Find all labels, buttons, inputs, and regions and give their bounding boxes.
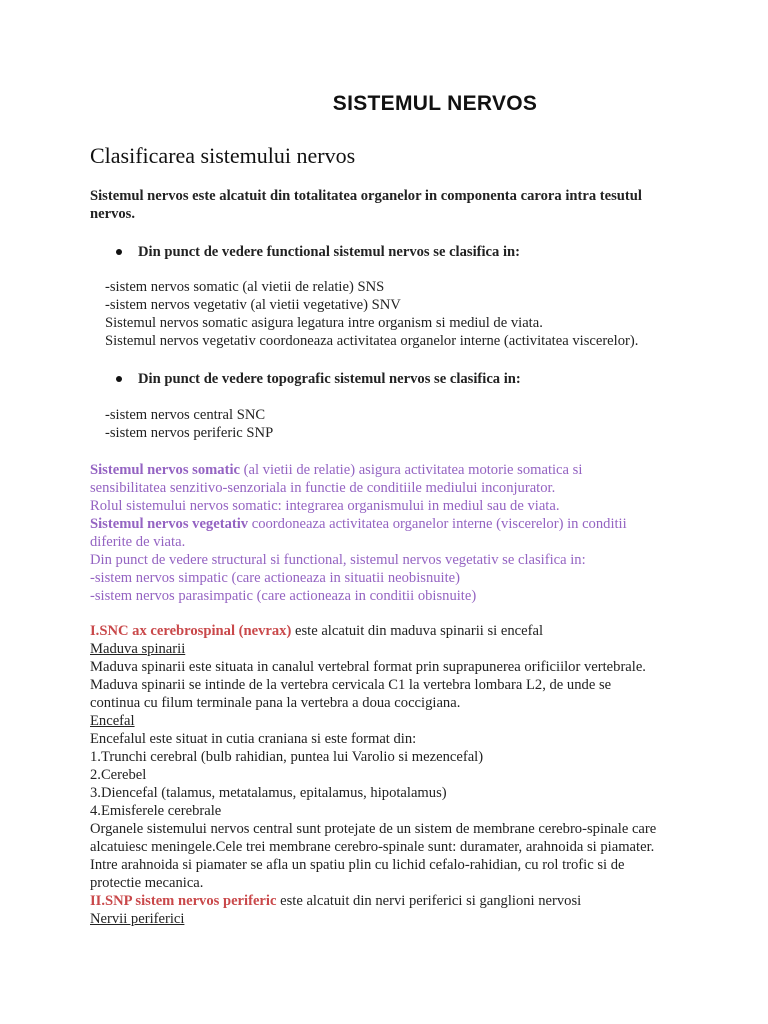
text-line: Maduva spinarii se intinde de la vertebra cervicala C1 la vertebra lombara L2, de unde se bbox=[90, 677, 612, 693]
document-title: SISTEMUL NERVOS bbox=[332, 92, 538, 115]
snc-section bbox=[90, 622, 710, 928]
text-span: este alcatuit din maduva spinarii si encefal bbox=[291, 623, 543, 639]
text-line: Sistemul nervos vegetativ coordoneaza activitatea organelor interne (activitatea viscerelor). bbox=[105, 333, 639, 349]
bullet-icon bbox=[116, 249, 122, 255]
text-span: este alcatuit din nervi periferici si ganglioni nervosi bbox=[276, 893, 582, 909]
purple-section bbox=[90, 461, 710, 605]
functional-list bbox=[90, 278, 710, 350]
text-line: 4.Emisferele cerebrale bbox=[90, 803, 222, 819]
text-line: -sistem nervos vegetativ (al vietii vegetative) SNV bbox=[105, 297, 401, 313]
text-line: nervos. bbox=[90, 206, 135, 222]
text-line: Sistemul nervos este alcatuit din totalitatea organelor in componenta carora intra tesutul bbox=[90, 188, 642, 204]
topographic-list bbox=[90, 406, 710, 442]
text-line: Intre arahnoida si piamater se afla un spatiu plin cu lichid cefalo-rahidian, cu rol trofic si de bbox=[90, 857, 625, 873]
text-line: diferite de viata. bbox=[90, 534, 186, 550]
bullet-topographic bbox=[90, 370, 521, 388]
text-line: protectie mecanica. bbox=[90, 875, 204, 891]
text-line: Maduva spinarii este situata in canalul vertebral format prin suprapunerea orificiilor vertebrale. bbox=[90, 659, 646, 675]
text-line: 2.Cerebel bbox=[90, 767, 147, 783]
text-line: -sistem nervos simpatic (care actioneaza in situatii neobisnuite) bbox=[90, 570, 460, 586]
subheading-maduva: Maduva spinarii bbox=[90, 641, 186, 657]
text-line: -sistem nervos central SNC bbox=[105, 407, 266, 423]
subheading-nervi: Nervii periferici bbox=[90, 911, 185, 927]
text-line: Rolul sistemului nervos somatic: integrarea organismului in mediul sau de viata. bbox=[90, 498, 560, 514]
text-line: alcatuiesc meningele.Cele trei membrane cerebro-spinale sunt: duramater, arahnoida si piamater. bbox=[90, 839, 655, 855]
text-line: Organele sistemului nervos central sunt protejate de un sistem de membrane cerebro-spinale care bbox=[90, 821, 657, 837]
text-line: -sistem nervos periferic SNP bbox=[105, 425, 274, 441]
bullet-icon bbox=[116, 376, 122, 382]
text-line: Encefalul este situat in cutia craniana si este format din: bbox=[90, 731, 417, 747]
subheading-encefal: Encefal bbox=[90, 713, 135, 729]
somatic-term: Sistemul nervos somatic bbox=[90, 462, 240, 478]
intro-paragraph bbox=[90, 187, 710, 223]
snp-heading: II.SNP sistem nervos periferic bbox=[90, 893, 277, 909]
text-line: 1.Trunchi cerebral (bulb rahidian, puntea lui Varolio si mezencefal) bbox=[90, 749, 484, 765]
text-line: -sistem nervos parasimpatic (care actioneaza in conditii obisnuite) bbox=[90, 588, 477, 604]
section-heading: Clasificarea sistemului nervos bbox=[90, 143, 356, 168]
text-line: Sistemul nervos somatic asigura legatura intre organism si mediul de viata. bbox=[105, 315, 543, 331]
text-span: coordoneaza activitatea organelor interne (viscerelor) in conditii bbox=[248, 516, 627, 532]
text-line: -sistem nervos somatic (al vietii de relatie) SNS bbox=[105, 279, 385, 295]
vegetativ-term: Sistemul nervos vegetativ bbox=[90, 516, 249, 532]
text-span: (al vietii de relatie) asigura activitatea motorie somatica si bbox=[239, 462, 583, 478]
text-line: sensibilitatea senzitivo-senzoriala in functie de conditiile mediului inconjurator. bbox=[90, 480, 556, 496]
snc-heading: I.SNC ax cerebrospinal (nevrax) bbox=[90, 623, 292, 639]
bullet-text: Din punct de vedere topografic sistemul nervos se clasifica in: bbox=[138, 371, 521, 387]
bullet-functional bbox=[90, 243, 520, 261]
text-line: continua cu filum terminale pana la vertebra a doua coccigiana. bbox=[90, 695, 461, 711]
text-line: Din punct de vedere structural si functional, sistemul nervos vegetativ se clasifica in: bbox=[90, 552, 586, 568]
text-line: 3.Diencefal (talamus, metatalamus, epitalamus, hipotalamus) bbox=[90, 785, 447, 801]
bullet-text: Din punct de vedere functional sistemul nervos se clasifica in: bbox=[138, 244, 520, 260]
